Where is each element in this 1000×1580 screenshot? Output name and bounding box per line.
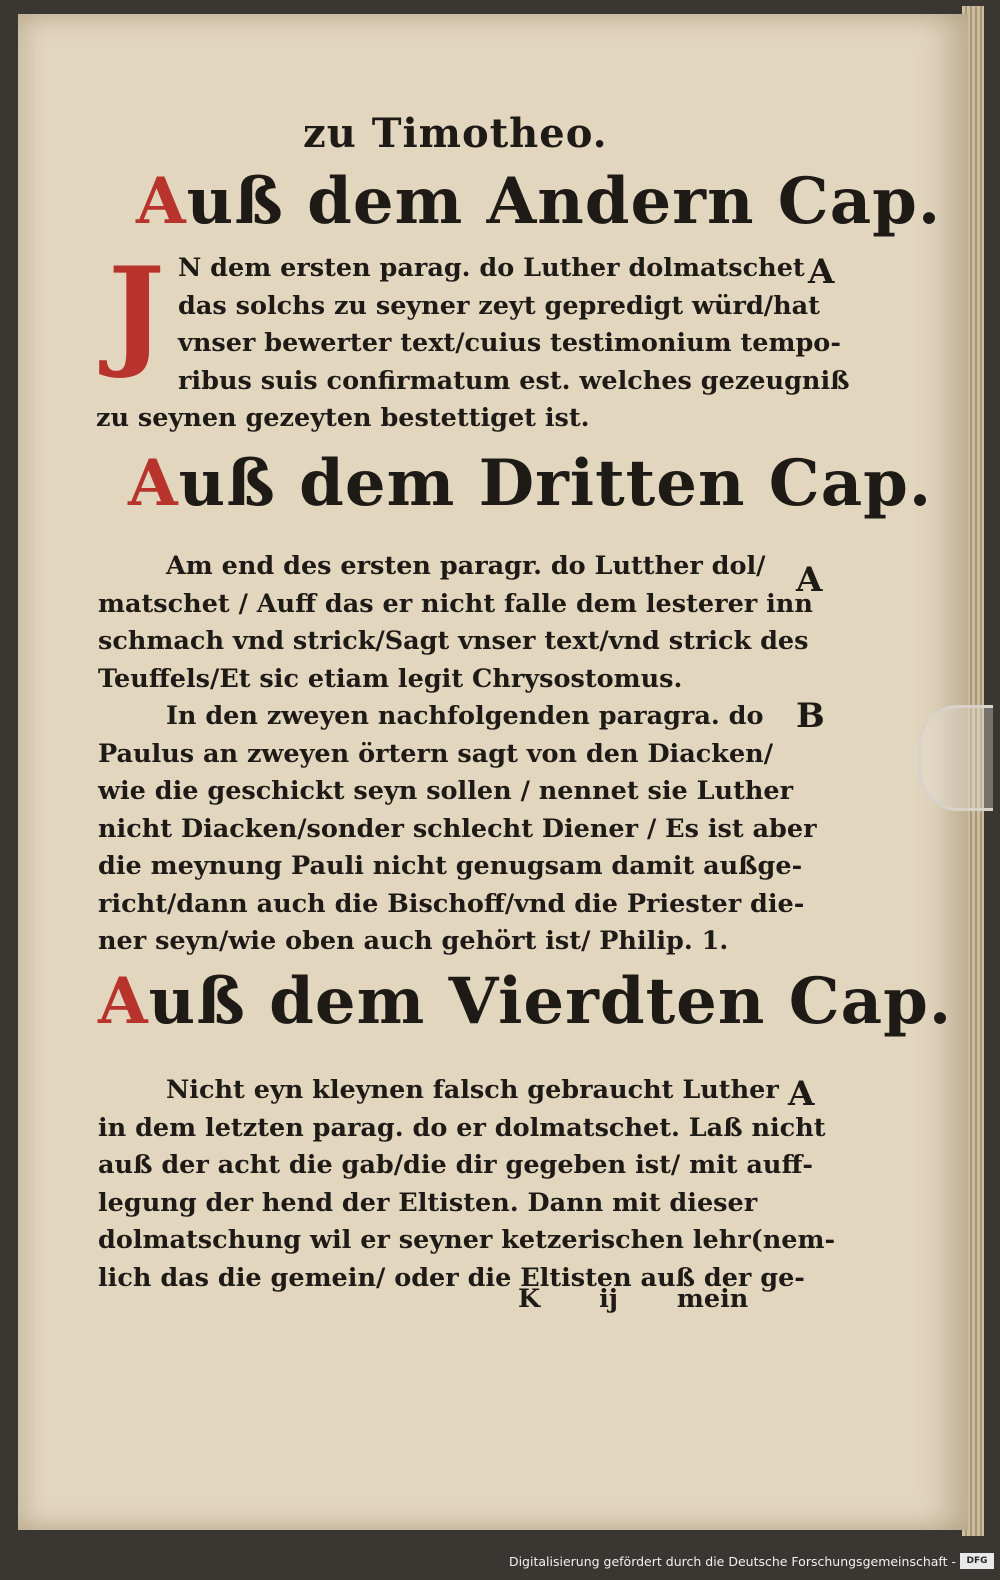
text-line: vnser bewerter text/cuius testimonium tempo- [178,328,841,358]
text-line: wie die geschickt seyn sollen / nennet sie Luther [98,776,794,806]
text-line: die meynung Pauli nicht genugsam damit außge- [98,851,803,881]
margin-note: B [796,696,825,736]
text-line: matschet / Auff das er nicht falle dem lesterer inn [98,588,813,619]
margin-note: A [808,252,835,292]
text-line: N dem ersten parag. do Luther dolmatschet [178,253,805,283]
text-line: auß der acht die gab/die dir gegeben ist/ mit auff- [98,1150,813,1180]
text-line: nicht Diacken/sonder schlecht Diener / Es ist aber [98,813,817,844]
text-line: In den zweyen nachfolgenden paragra. do [166,701,764,731]
section-heading-1 [136,164,941,239]
section-heading-2 [128,446,932,521]
heading-initial: A [136,164,187,239]
paragraph-3 [98,1072,835,1297]
text-line: schmach vnd strick/Sagt vnser text/vnd strick des [98,626,809,656]
heading-text: uß dem Vierdten Cap. [148,964,953,1039]
text-line: in dem letzten parag. do er dolmatschet. Laß nicht [98,1112,826,1143]
text-line: das solchs zu seyner zeyt gepredigt würd/hat [178,290,820,321]
text-line: Am end des ersten paragr. do Lutther dol/ [166,551,766,581]
dfg-logo: DFG [960,1553,994,1569]
catchword-line [518,1284,798,1314]
text-line: dolmatschung wil er seyner ketzerischen lehr(nem- [98,1225,836,1255]
page-clip-tab [918,705,993,811]
signature-mark: K [518,1284,541,1314]
catchword: mein [676,1284,749,1314]
running-head: zu Timotheo. [303,110,608,157]
paragraph-1 [96,250,850,438]
footer-bar [0,1550,1000,1580]
text-line: legung der hend der Eltisten. Dann mit dieser [98,1187,758,1218]
section-heading-3 [98,964,952,1039]
heading-text: uß dem Andern Cap. [186,164,942,239]
text-line: Nicht eyn kleynen falsch gebraucht Luther [166,1075,779,1105]
heading-initial: A [128,446,179,521]
text-line: Teuffels/Et sic etiam legit Chrysostomus. [98,663,683,694]
heading-initial: A [98,964,149,1039]
drop-cap-initial: J [108,241,165,382]
margin-note: A [788,1074,815,1114]
text-line: Paulus an zweyen örtern sagt von den Diacken/ [98,738,774,769]
signature-number: ij [599,1284,618,1314]
text-line: lich das die gemein/ oder die Eltisten auß der ge- [98,1262,805,1293]
heading-text: uß dem Dritten Cap. [178,446,933,521]
text-line: zu seynen gezeyten bestettiget ist. [96,403,590,433]
book-page [18,14,968,1530]
text-line: ribus suis confirmatum est. welches gezeugniß [178,365,850,396]
text-line: richt/dann auch die Bischoff/vnd die Priester die- [98,888,805,919]
margin-note: A [796,560,823,600]
text-line: ner seyn/wie oben auch gehört ist/ Philip. 1. [98,926,729,956]
paragraph-2 [98,548,817,961]
funding-notice: Digitalisierung gefördert durch die Deutsche Forschungsgemeinschaft - [508,1554,956,1569]
